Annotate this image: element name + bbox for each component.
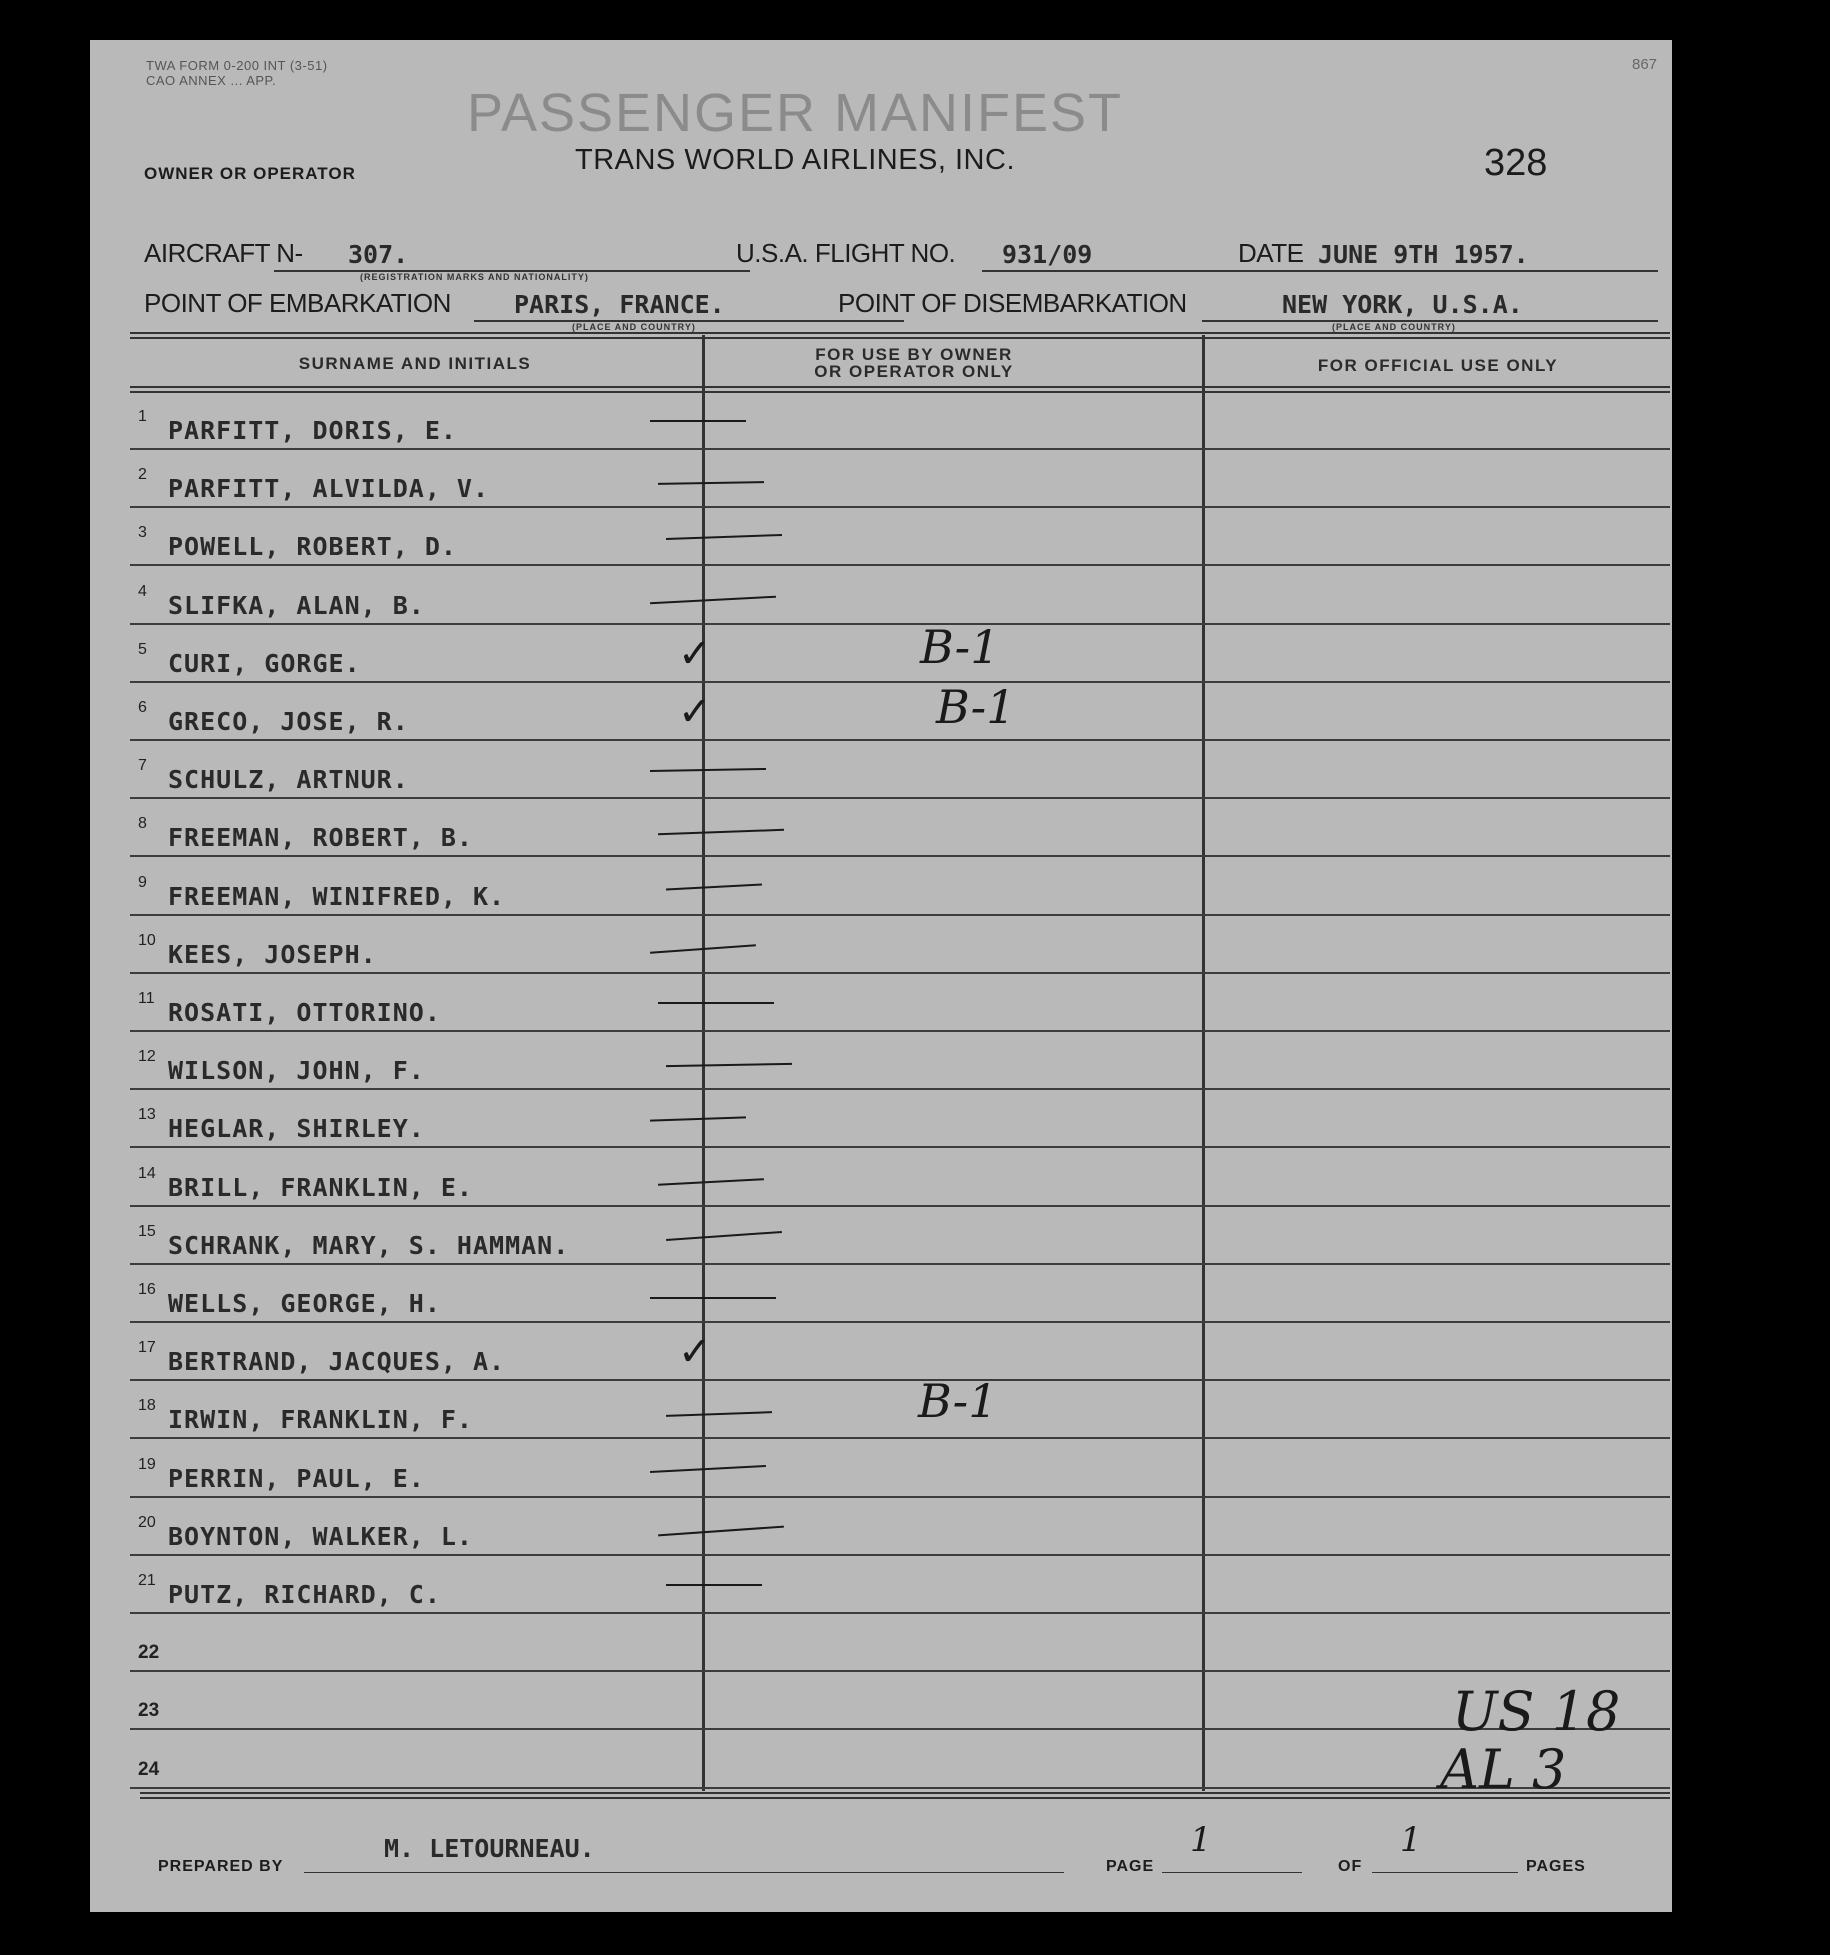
column-header-owner-use: FOR USE BY OWNER OR OPERATOR ONLY xyxy=(814,345,1014,381)
embarkation-place: PARIS, FRANCE. xyxy=(514,290,725,319)
checkmark-stroke xyxy=(650,1116,746,1121)
passenger-name: FREEMAN, WINIFRED, K. xyxy=(168,882,506,911)
passenger-name: BERTRAND, JACQUES, A. xyxy=(168,1347,506,1376)
row-rule xyxy=(130,1205,1670,1207)
row-number: 19 xyxy=(138,1456,156,1473)
checkmark-stroke xyxy=(666,1411,772,1417)
check-icon: ✓ xyxy=(678,689,712,735)
row-number: 3 xyxy=(138,524,147,541)
checkmark-stroke xyxy=(666,1584,762,1586)
column-header-surname: SURNAME AND INITIALS xyxy=(298,354,532,373)
row-number: 5 xyxy=(138,641,147,658)
row-rule xyxy=(130,797,1670,799)
row-number: 21 xyxy=(138,1572,156,1589)
page-underline xyxy=(1162,1872,1302,1873)
manifest-page xyxy=(90,40,1672,1912)
row-number: 7 xyxy=(138,757,147,774)
passenger-name: SCHRANK, MARY, S. HAMMAN. xyxy=(168,1231,570,1260)
row-rule xyxy=(130,623,1670,625)
document-title: PASSENGER MANIFEST xyxy=(466,83,1124,143)
row-number: 1 xyxy=(138,408,147,425)
row-rule xyxy=(130,1030,1670,1032)
row-number: 2 xyxy=(138,466,147,483)
checkmark-stroke xyxy=(658,1178,764,1186)
sequence-number: 328 xyxy=(1484,142,1548,184)
row-number: 12 xyxy=(138,1048,156,1065)
row-rule xyxy=(130,448,1670,450)
handwritten-note-row6: B-1 xyxy=(936,680,1016,734)
passenger-name: FREEMAN, ROBERT, B. xyxy=(168,823,473,852)
row-rule xyxy=(130,1437,1670,1439)
checkmark-stroke xyxy=(658,1002,774,1004)
passenger-name: IRWIN, FRANKLIN, F. xyxy=(168,1405,473,1434)
handwritten-note-row5: B-1 xyxy=(920,620,1000,674)
row-rule xyxy=(130,1263,1670,1265)
row-rule xyxy=(130,1088,1670,1090)
column-divider-1 xyxy=(702,335,705,1791)
column-header-official-use: FOR OFFICIAL USE ONLY xyxy=(1317,356,1559,375)
checkmark-stroke xyxy=(658,1526,784,1537)
prepared-by-label: PREPARED BY xyxy=(158,1858,284,1875)
owner-label: OWNER OR OPERATOR xyxy=(144,164,356,183)
row-rule xyxy=(130,1612,1670,1614)
row-number: 10 xyxy=(138,932,156,949)
row-number: 9 xyxy=(138,874,147,891)
disembarkation-place: NEW YORK, U.S.A. xyxy=(1282,290,1523,319)
page-value: 1 xyxy=(1190,1820,1212,1860)
passenger-name: PUTZ, RICHARD, C. xyxy=(168,1580,441,1609)
handwritten-note-row17: B-1 xyxy=(918,1374,998,1428)
row-rule xyxy=(130,681,1670,683)
row-number: 24 xyxy=(138,1759,160,1780)
row-rule xyxy=(130,1554,1670,1556)
column-divider-2 xyxy=(1202,335,1205,1791)
row-number: 17 xyxy=(138,1339,156,1356)
checkmark-stroke xyxy=(658,829,784,835)
embarkation-label: POINT OF EMBARKATION xyxy=(144,288,451,318)
date-underline xyxy=(1304,270,1658,272)
table-top-rule xyxy=(130,332,1670,339)
page-label: PAGE xyxy=(1106,1858,1155,1875)
passenger-name: BOYNTON, WALKER, L. xyxy=(168,1522,473,1551)
row-number: 13 xyxy=(138,1106,156,1123)
handwritten-tally-us: US 18 xyxy=(1452,1680,1621,1743)
checkmark-stroke xyxy=(650,420,746,422)
row-rule xyxy=(130,972,1670,974)
checkmark-stroke xyxy=(658,481,764,485)
date-label: DATE xyxy=(1238,238,1304,268)
row-rule xyxy=(130,739,1670,741)
row-number: 11 xyxy=(138,990,155,1007)
row-number: 15 xyxy=(138,1223,156,1240)
row-rule xyxy=(130,855,1670,857)
checkmark-stroke xyxy=(650,1297,776,1299)
handwritten-tally-al: AL 3 xyxy=(1440,1738,1567,1801)
form-identifier: TWA FORM 0-200 INT (3-51) CAO ANNEX ... APP. xyxy=(146,58,328,88)
passenger-name: BRILL, FRANKLIN, E. xyxy=(168,1173,473,1202)
archive-page-number: 867 xyxy=(1632,56,1658,73)
passenger-name: POWELL, ROBERT, D. xyxy=(168,532,457,561)
aircraft-label: AIRCRAFT N- xyxy=(144,238,303,268)
passenger-name: WILSON, JOHN, F. xyxy=(168,1056,425,1085)
row-rule xyxy=(130,1728,1670,1730)
passenger-name: CURI, GORGE. xyxy=(168,649,361,678)
row-number: 22 xyxy=(138,1642,160,1663)
row-rule xyxy=(130,506,1670,508)
passenger-name: WELLS, GEORGE, H. xyxy=(168,1289,441,1318)
checkmark-stroke xyxy=(666,534,782,540)
passenger-name: SCHULZ, ARTNUR. xyxy=(168,765,409,794)
row-number: 23 xyxy=(138,1700,160,1721)
of-underline xyxy=(1372,1872,1518,1873)
checkmark-stroke xyxy=(666,1063,792,1067)
row-rule xyxy=(130,1321,1670,1323)
row-number: 4 xyxy=(138,583,147,600)
embarkation-caption: (PLACE AND COUNTRY) xyxy=(572,322,696,332)
passenger-name: SLIFKA, ALAN, B. xyxy=(168,591,425,620)
passenger-name: HEGLAR, SHIRLEY. xyxy=(168,1114,425,1143)
passenger-name: PARFITT, ALVILDA, V. xyxy=(168,474,490,503)
row-number: 18 xyxy=(138,1397,156,1414)
pages-label: PAGES xyxy=(1526,1858,1586,1875)
passenger-name: PERRIN, PAUL, E. xyxy=(168,1464,425,1493)
row-rule xyxy=(130,914,1670,916)
row-number: 14 xyxy=(138,1165,156,1182)
row-rule xyxy=(130,1787,1670,1789)
aircraft-number: 307. xyxy=(348,240,409,269)
flight-number: 931/09 xyxy=(1002,240,1093,269)
checkmark-stroke xyxy=(650,1465,766,1473)
check-icon: ✓ xyxy=(678,1329,712,1375)
row-number: 8 xyxy=(138,815,147,832)
row-rule xyxy=(130,1379,1670,1381)
registration-caption: (REGISTRATION MARKS AND NATIONALITY) xyxy=(360,272,589,282)
airline-name: TRANS WORLD AIRLINES, INC. xyxy=(574,144,1015,176)
row-rule xyxy=(130,1670,1670,1672)
page-total-value: 1 xyxy=(1400,1820,1422,1860)
row-number: 6 xyxy=(138,699,147,716)
table-header-rule xyxy=(130,386,1670,393)
prepared-by-underline xyxy=(304,1872,1064,1873)
flight-number-underline xyxy=(982,270,1318,272)
row-rule xyxy=(130,1146,1670,1148)
passenger-name: GRECO, JOSE, R. xyxy=(168,707,409,736)
passenger-name: KEES, JOSEPH. xyxy=(168,940,377,969)
row-number: 16 xyxy=(138,1281,156,1298)
checkmark-stroke xyxy=(666,883,762,890)
disembarkation-caption: (PLACE AND COUNTRY) xyxy=(1332,322,1456,332)
flight-date: JUNE 9TH 1957. xyxy=(1318,240,1529,269)
prepared-by-name: M. LETOURNEAU. xyxy=(384,1834,595,1863)
passenger-name: PARFITT, DORIS, E. xyxy=(168,416,457,445)
checkmark-stroke xyxy=(650,596,776,605)
check-icon: ✓ xyxy=(678,631,712,677)
row-number: 20 xyxy=(138,1514,156,1531)
checkmark-stroke xyxy=(650,768,766,772)
passenger-name: ROSATI, OTTORINO. xyxy=(168,998,441,1027)
of-label: OF xyxy=(1338,1858,1363,1875)
flight-number-label: U.S.A. FLIGHT NO. xyxy=(736,238,956,268)
disembarkation-label: POINT OF DISEMBARKATION xyxy=(838,288,1187,318)
row-rule xyxy=(130,564,1670,566)
row-rule xyxy=(130,1496,1670,1498)
checkmark-stroke xyxy=(666,1231,782,1241)
